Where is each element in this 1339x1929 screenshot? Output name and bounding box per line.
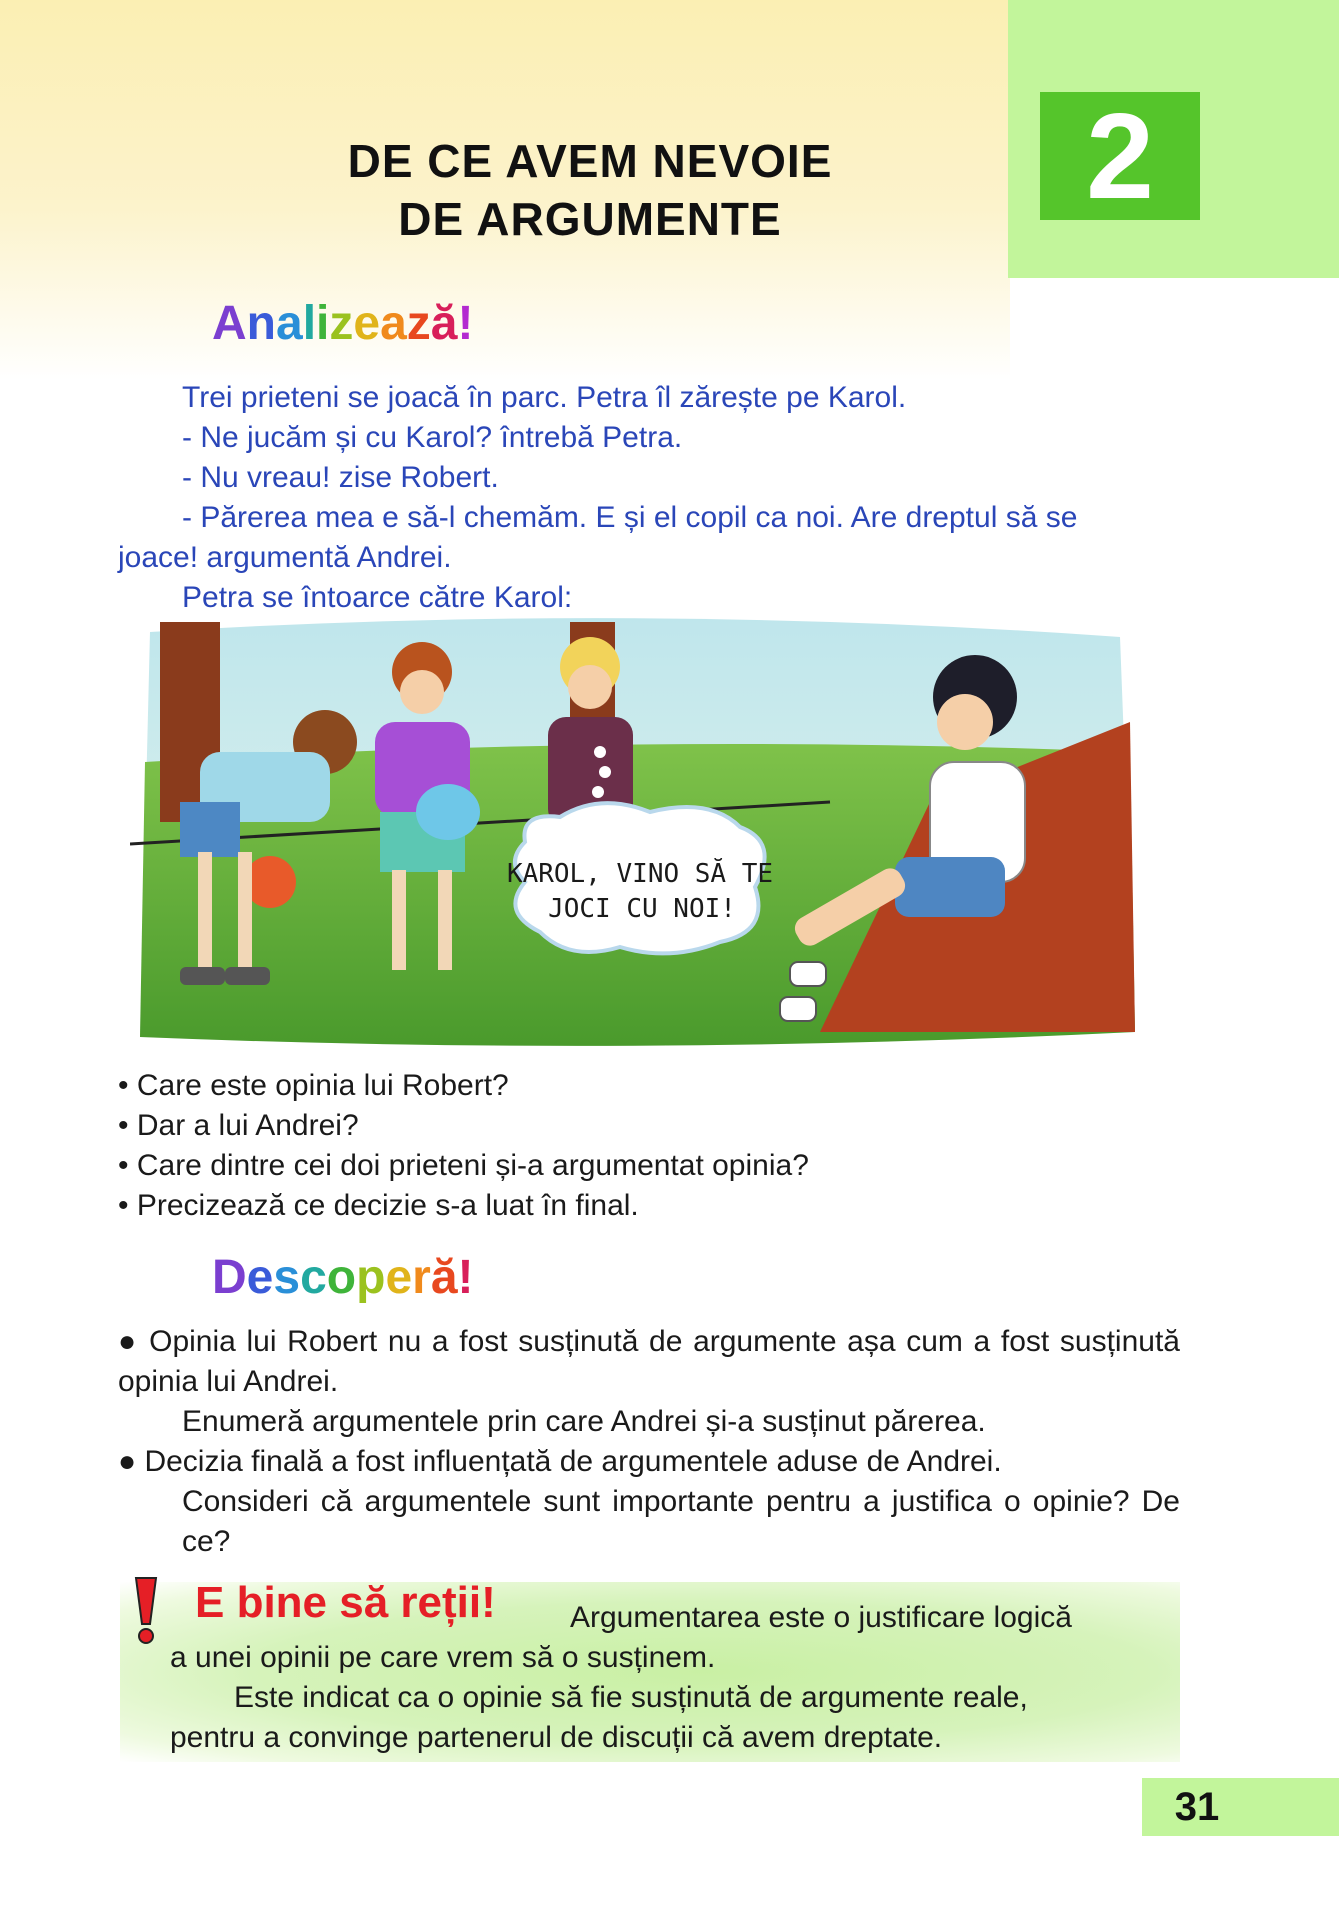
speech-bubble bbox=[507, 803, 773, 953]
page-title: DE CE AVEM NEVOIE DE ARGUMENTE bbox=[347, 135, 833, 245]
discover-paragraph: ● Opinia lui Robert nu a fost susținută de argumente așa cum a fost susținută opinia lui Andrei. bbox=[118, 1325, 1180, 1398]
question-item: • Care este opinia lui Robert? bbox=[118, 1069, 509, 1102]
remember-title: E bine să reții! bbox=[195, 1578, 496, 1627]
remember-line: Este indicat ca o opinie să fie susținută de argumente reale, bbox=[234, 1681, 1028, 1714]
park-illustration bbox=[130, 612, 1140, 1052]
story-line: - Părerea mea e să-l chemăm. E și el copil ca noi. Are dreptul să se bbox=[182, 501, 1078, 534]
story-text bbox=[118, 378, 1180, 618]
exclamation-icon bbox=[128, 1576, 164, 1646]
analizeaza-heading: Analizează! bbox=[212, 297, 474, 350]
discover-paragraph: Consideri că argumentele sunt importante pentru a justifica o opinie? De ce? bbox=[182, 1485, 1180, 1558]
chapter-number: 2 bbox=[1040, 92, 1200, 220]
story-line: joace! argumentă Andrei. bbox=[118, 541, 452, 574]
question-item: • Precizează ce decizie s-a luat în final. bbox=[118, 1189, 639, 1222]
story-line: Petra se întoarce către Karol: bbox=[182, 581, 573, 614]
speech-line-1: KAROL, VINO SĂ TE bbox=[506, 859, 774, 889]
descopera-heading: Descoperă! bbox=[212, 1251, 474, 1304]
page-number: 31 bbox=[1174, 1785, 1220, 1829]
remember-line: a unei opinii pe care vrem să o susținem. bbox=[170, 1641, 716, 1674]
discover-text bbox=[118, 1322, 1180, 1562]
discover-paragraph: Enumeră argumentele prin care Andrei și-a susținut părerea. bbox=[182, 1405, 986, 1438]
story-line: Trei prieteni se joacă în parc. Petra îl zărește pe Karol. bbox=[182, 381, 907, 414]
discover-paragraph: ● Decizia finală a fost influențată de argumentele aduse de Andrei. bbox=[118, 1445, 1002, 1478]
remember-line: Argumentarea este o justificare logică bbox=[570, 1601, 1072, 1634]
questions-list bbox=[118, 1066, 809, 1226]
story-line: - Nu vreau! zise Robert. bbox=[182, 461, 499, 494]
story-line: - Ne jucăm și cu Karol? întrebă Petra. bbox=[182, 421, 683, 454]
question-item: • Dar a lui Andrei? bbox=[118, 1109, 359, 1142]
remember-line: pentru a convinge partenerul de discuții că avem dreptate. bbox=[170, 1721, 943, 1754]
question-item: • Care dintre cei doi prieteni și-a argumentat opinia? bbox=[118, 1149, 809, 1182]
speech-line-2: JOCI CU NOI! bbox=[548, 894, 736, 924]
